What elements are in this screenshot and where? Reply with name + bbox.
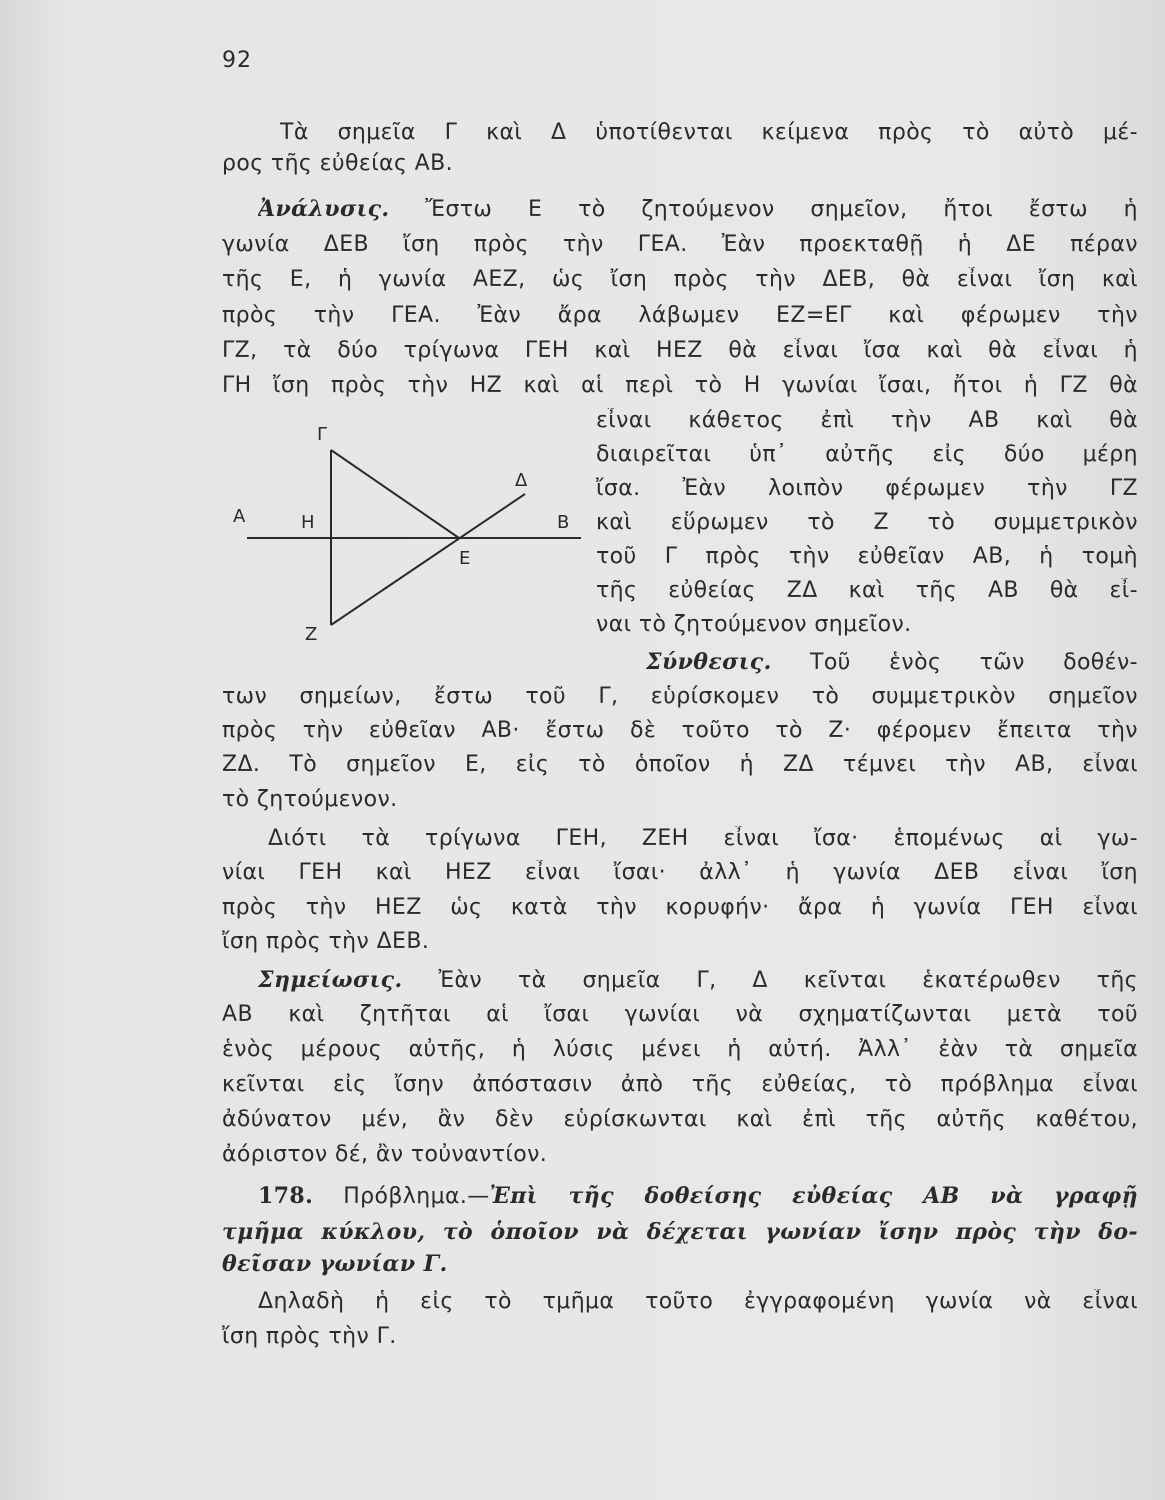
text-line: ΖΔ. Τὸ σημεῖον Ε, εἰς τὸ ὁποῖον ἡ ΖΔ τέμνει τὴν ΑΒ, εἶναι (222, 752, 1138, 777)
text-line: καὶ εὕρωμεν τὸ Ζ τὸ συμμετρικὸν (596, 510, 1138, 535)
text-line: Δηλαδὴ ἡ εἰς τὸ τμῆμα τοῦτο ἐγγραφομένη γωνία νὰ εἶναι (258, 1289, 1138, 1314)
label-E: Ε (459, 548, 471, 569)
synthesis-line (646, 649, 1138, 677)
remark-line (258, 967, 1138, 995)
label-B: Β (557, 512, 570, 533)
problem-number: 178. (258, 1183, 314, 1209)
text-line: Ἐὰν τὰ σημεῖα Γ, Δ κεῖνται ἑκατέρωθεν τῆς (438, 968, 1138, 993)
text-line: εἶναι κάθετος ἐπὶ τὴν ΑΒ καὶ θὰ (596, 408, 1138, 433)
text-line: τὸ ζητούμενον. (222, 787, 398, 812)
remark-heading: Σημείωσις. (258, 967, 403, 993)
geometry-figure (225, 420, 595, 650)
text-line: ΑΒ καὶ ζητῆται αἱ ἴσαι γωνίαι νὰ σχηματίζωνται μετὰ τοῦ (222, 1002, 1138, 1027)
line-ZD (331, 494, 525, 625)
text-line: ἑνὸς μέρους αὐτῆς, ἡ λύσις μένει ἡ αὐτή. Ἀλλ᾽ ἐὰν τὰ σημεῖα (222, 1037, 1138, 1062)
text-line: κεῖνται εἰς ἴσην ἀπόστασιν ἀπὸ τῆς εὐθείας, τὸ πρόβλημα εἶναι (222, 1072, 1138, 1097)
text-line: πρὸς τὴν ΗΕΖ ὡς κατὰ τὴν κορυφήν· ἄρα ἡ γωνία ΓΕΗ εἶναι (222, 895, 1138, 920)
text-line: τῆς Ε, ἡ γωνία ΑΕΖ, ὡς ἴση πρὸς τὴν ΔΕΒ, θὰ εἶναι ἴση καὶ (222, 267, 1138, 292)
label-A: Α (233, 506, 246, 527)
label-D: Δ (515, 470, 528, 491)
text-line: ΓΗ ἴση πρὸς τὴν ΗΖ καὶ αἱ περὶ τὸ Η γωνίαι ἴσαι, ἤτοι ἡ ΓΖ θὰ (222, 373, 1138, 398)
text-line: τοῦ Γ πρὸς τὴν εὐθεῖαν ΑΒ, ἡ τομὴ (596, 544, 1138, 569)
text-line: Ἔστω Ε τὸ ζητούμενον σημεῖον, ἤτοι ἔστω ἡ (425, 197, 1138, 222)
problem-statement-line: τμῆμα κύκλου, τὸ ὁποῖον νὰ δέχεται γωνίαν ἴσην πρὸς τὴν δο- (222, 1219, 1138, 1245)
label-Z: Ζ (305, 624, 318, 645)
text-line: διαιρεῖται ὑπ᾽ αὐτῆς εἰς δύο μέρη (596, 442, 1138, 467)
text-line: ρος τῆς εὐθείας ΑΒ. (222, 151, 453, 176)
text-line: Τοῦ ἑνὸς τῶν δοθέν- (809, 650, 1138, 675)
text-line: ἴση πρὸς τὴν ΔΕΒ. (222, 929, 430, 954)
problem-line (258, 1183, 1138, 1211)
synthesis-heading: Σύνθεσις. (646, 649, 772, 675)
problem-statement-line: θεῖσαν γωνίαν Γ. (222, 1251, 448, 1277)
text-line: ἴσα. Ἐὰν λοιπὸν φέρωμεν τὴν ΓΖ (596, 476, 1138, 501)
text-line: γωνία ΔΕΒ ἴση πρὸς τὴν ΓΕΑ. Ἐὰν προεκταθῇ ἡ ΔΕ πέραν (222, 232, 1138, 257)
label-H: Η (301, 512, 315, 533)
text-line: ἴση πρὸς τὴν Γ. (222, 1324, 397, 1349)
text-line: ἀόριστον δέ, ἂν τοὐναντίον. (222, 1142, 548, 1167)
text-line: Τὰ σημεῖα Γ καὶ Δ ὑποτίθενται κείμενα πρὸς τὸ αὐτὸ μέ- (280, 120, 1138, 145)
text-line: τῆς εὐθείας ΖΔ καὶ τῆς ΑΒ θὰ εἶ- (596, 578, 1138, 603)
text-line: πρὸς τὴν ΓΕΑ. Ἐὰν ἄρα λάβωμεν ΕΖ=ΕΓ καὶ φέρωμεν τὴν (222, 303, 1138, 328)
text-line: ΓΖ, τὰ δύο τρίγωνα ΓΕΗ καὶ ΗΕΖ θὰ εἶναι ἴσα καὶ θὰ εἶναι ἡ (222, 338, 1138, 363)
label-G: Γ (317, 424, 328, 445)
text-line: πρὸς τὴν εὐθεῖαν ΑΒ· ἔστω δὲ τοῦτο τὸ Ζ· φέρομεν ἔπειτα τὴν (222, 718, 1138, 743)
text-line: ἀδύνατον μέν, ἂν δὲν εὑρίσκωνται καὶ ἐπὶ τῆς αὐτῆς καθέτου, (222, 1107, 1138, 1132)
text-line: Διότι τὰ τρίγωνα ΓΕΗ, ΖΕΗ εἶναι ἴσα· ἑπομένως αἱ γω- (268, 826, 1138, 851)
text-line: των σημείων, ἔστω τοῦ Γ, εὑρίσκομεν τὸ συμμετρικὸν σημεῖον (222, 684, 1138, 709)
page-number: 92 (222, 48, 252, 73)
problem-statement: Ἐπὶ τῆς δοθείσης εὐθείας ΑΒ νὰ γραφῇ (489, 1183, 1138, 1209)
text-line: νίαι ΓΕΗ καὶ ΗΕΖ εἶναι ἴσαι· ἀλλ᾽ ἡ γωνία ΔΕΒ εἶναι ἴση (222, 860, 1138, 885)
analysis-heading: Ἀνάλυσις. (258, 196, 390, 222)
text-line: ναι τὸ ζητούμενον σημεῖον. (596, 612, 912, 637)
problem-label: Πρόβλημα.— (343, 1184, 490, 1209)
line-GE (331, 450, 459, 538)
analysis-line (258, 196, 1138, 224)
